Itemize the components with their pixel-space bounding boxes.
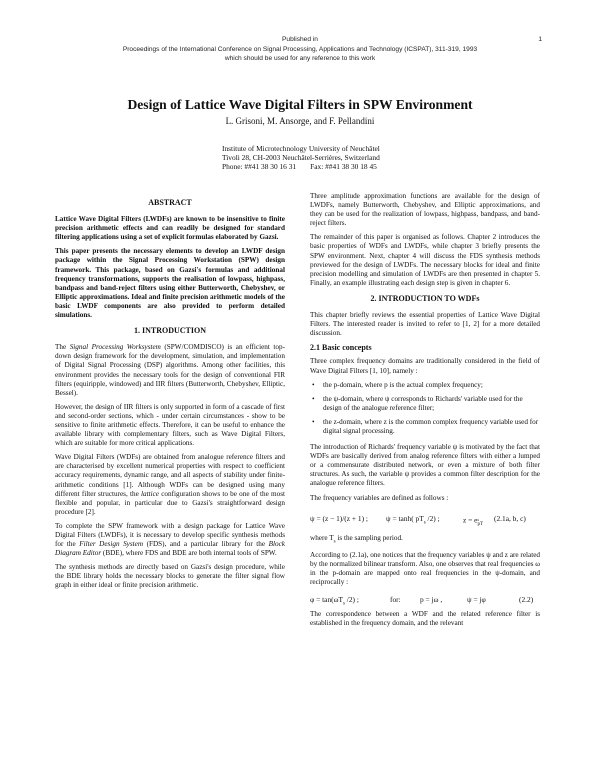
intro-paragraph-7: The remainder of this paper is organised as follows. Chapter 2 introduces the basic properties of WDFs and LWDFs, while chapter 3 briefly presents the SPW environment. Next, chapter 4 will discuss the FDS synthesis methods previewed for the design of LWDFs. The necessary blocks for ideal and finite precision modelling and simulation of LWDFs are then presented in chapter 5. Finally, an example illustrating each design step is given in chapter 6. (310, 233, 540, 287)
intro-paragraph-4: To complete the SPW framework with a design package for Lattice Wave Digital Filters (LWDFs), it is necessary to develop specific synthesis methods for the Filter Design System (FDS), and a particular library for the Block Diagram Editor (BDE), where FDS and BDE are both internal tools of SPW. (55, 521, 285, 558)
equation-2-2a: $\varphi = \tan(\omega T_s$ /2) ; (310, 594, 359, 606)
list-item: • the p-domain, where p is the actual complex frequency; (310, 381, 540, 390)
intro-paragraph-1: The Signal Processing Worksystem (SPW/COMDISCO) is an efficient top-down design framework for the development, simulation, and implementation of Digital Signal Processing (DSP) algorithms. Among other facilities, this environment provides the necessary tools for the design of conventional FIR filters (equiripple, windowed) and IIR filters (Butterworth, Chebyshev, Elliptic, Bessel). (55, 343, 285, 397)
equation-2-1a: ψ = (z − 1)/(z + 1) ; (310, 513, 368, 523)
abstract-paragraph-1: Lattice Wave Digital Filters (LWDFs) are known to be insensitive to finite precision arithmetic effects and can readily be designed for standard filtering applications using a set of explicit formulas elaborated by Gazsi. (55, 215, 285, 242)
affiliation-address: Tivoli 28, CH-2003 Neuchâtel-Serrières, Switzerland (222, 153, 380, 163)
basic-concepts-paragraph-3: The frequency variables are defined as follows : (310, 493, 449, 502)
sampling-period-line: where $T_s$ is the sampling period. (310, 533, 403, 545)
header-line-2: which should be used for any reference to this work (224, 55, 376, 62)
list-item: • the ψ-domain, where ψ corresponds to Richards' variable used for the design of the analogue reference filter; (310, 395, 540, 413)
affiliation-contact (222, 162, 422, 171)
equation-2-1-number: (2.1a, b, c) (494, 513, 526, 523)
section-2-paragraph-1: This chapter briefly reviews the essential properties of Lattice Wave Digital Filters. The interested reader is invited to refer to [1, 2] for a more detailed discussion. (310, 311, 540, 338)
abstract-heading: ABSTRACT (148, 198, 192, 207)
basic-concepts-paragraph-4: According to (2.1a), one notices that the frequency variables ψ and z are related by the normalized bilinear transform. Also, one observes that real frequencies ω in the p-domain are mapped onto real frequencies in the ψ-domain, and reciprocally : (310, 551, 540, 587)
page-number: 1 (538, 36, 542, 43)
right-column (310, 192, 540, 633)
frequency-domain-list (310, 381, 540, 436)
intro-paragraph-6: Three amplitude approximation functions are available for the design of LWDFs, namely Butterworth, Chebyshev, and Elliptic approximations, and they can be used for the realization of lowpass, highpass, bandpass, and band-reject filters. (310, 192, 540, 228)
intro-paragraph-2: However, the design of IIR filters is only supported in form of a cascade of first and second-order sections, which - under certain circumstances - show to be sensitive to finite arithmetic effects. Therefore, it can be useful to enhance the available library with complementary filters, such as Wave Digital Filters, which are suitable for more critical applications. (55, 402, 285, 448)
equation-2-2c: ψ = jφ (467, 594, 486, 604)
paper-title: Design of Lattice Wave Digital Filters in SPW Environment (127, 97, 473, 112)
affiliation-block (222, 144, 422, 172)
equation-2-1b: ψ = tanh( $pT_s$ /2) ; (386, 513, 440, 526)
intro-paragraph-5: The synthesis methods are directly based on Gazsi's design procedure, while the BDE library holds the necessary blocks to generate the filter signal flow graph in either ideal or finite precision arithmetic. (55, 563, 285, 590)
intro-paragraph-3: Wave Digital Filters (WDFs) are obtained from analogue reference filters and are characterised by excellent numerical properties with respect to coefficient accuracy requirements, dynamic range, and all aspects of stability under finite-arithmetic conditions [1]. Although WDFs can be designed using many different filter structures, the lattice configuration shows to be one of the most flexible and popular, in particular due to Gazsi's straightforward design procedure [2]. (55, 453, 285, 516)
affiliation-fax: Fax: ##41 38 30 18 45 (310, 162, 377, 172)
header-line-1: Proceedings of the International Conference on Signal Processing, Applications and Technology (ICSPAT), 311-319, 1993 (122, 46, 478, 53)
equation-2-2-for: for: (390, 594, 401, 604)
affiliation-phone: Phone: ##41 38 30 16 31 (222, 162, 297, 172)
equation-2-2b: p = jω , (420, 594, 443, 604)
list-item: • the z-domain, where z is the common complex frequency variable used for digital signal processing. (310, 418, 540, 436)
equation-2-2 (310, 593, 540, 606)
paper-authors: L. Grisoni, M. Ansorge, and F. Pellandini (225, 116, 375, 126)
equation-2-2-number: (2.2) (519, 594, 534, 604)
basic-concepts-paragraph-2: The introduction of Richards' frequency variable ψ is motivated by the fact that WDFs are basically derived from analog reference filters with either a lumped or a commensurate distributed network, or even a mixture of both filter structures. As such, the variable ψ provides a common filter description for the analogue reference filters. (310, 443, 540, 488)
equation-2-1c: z = e $^{pT _s}$ (463, 515, 483, 527)
basic-concepts-paragraph-1: Three complex frequency domains are traditionally considered in the field of Wave Digital Filters [1, 10], namely : (310, 357, 540, 375)
basic-concepts-paragraph-5: The correspondence between a WDF and the related reference filter is established in the frequency domain, and the relevant (310, 609, 540, 627)
abstract-paragraph-2: This paper presents the necessary elements to develop an LWDF design package within the Signal Processing Workstation (SPW) design framework. This package, based on Gazsi's formulas and additional frequency transformations, supports the realisation of lowpass, highpass, bandpass and band-reject filters using either Butterworth, Chebyshev, or Elliptic approximations. Ideal and finite precision arithmetic models of the basic LWDF components are also provided to perform detailed simulations. (55, 247, 285, 320)
abstract-body (55, 215, 285, 320)
introduction-heading: 1. INTRODUCTION (133, 326, 206, 336)
equation-2-1 (310, 508, 540, 530)
section-2-heading: 2. INTRODUCTION TO WDFs (370, 293, 480, 303)
left-column (55, 192, 285, 596)
basic-concepts-heading: 2.1 Basic concepts (310, 343, 372, 353)
affiliation-institute: Institute of Microtechnology University of Neuchâtel (222, 144, 380, 153)
published-in: Published in (282, 36, 318, 43)
